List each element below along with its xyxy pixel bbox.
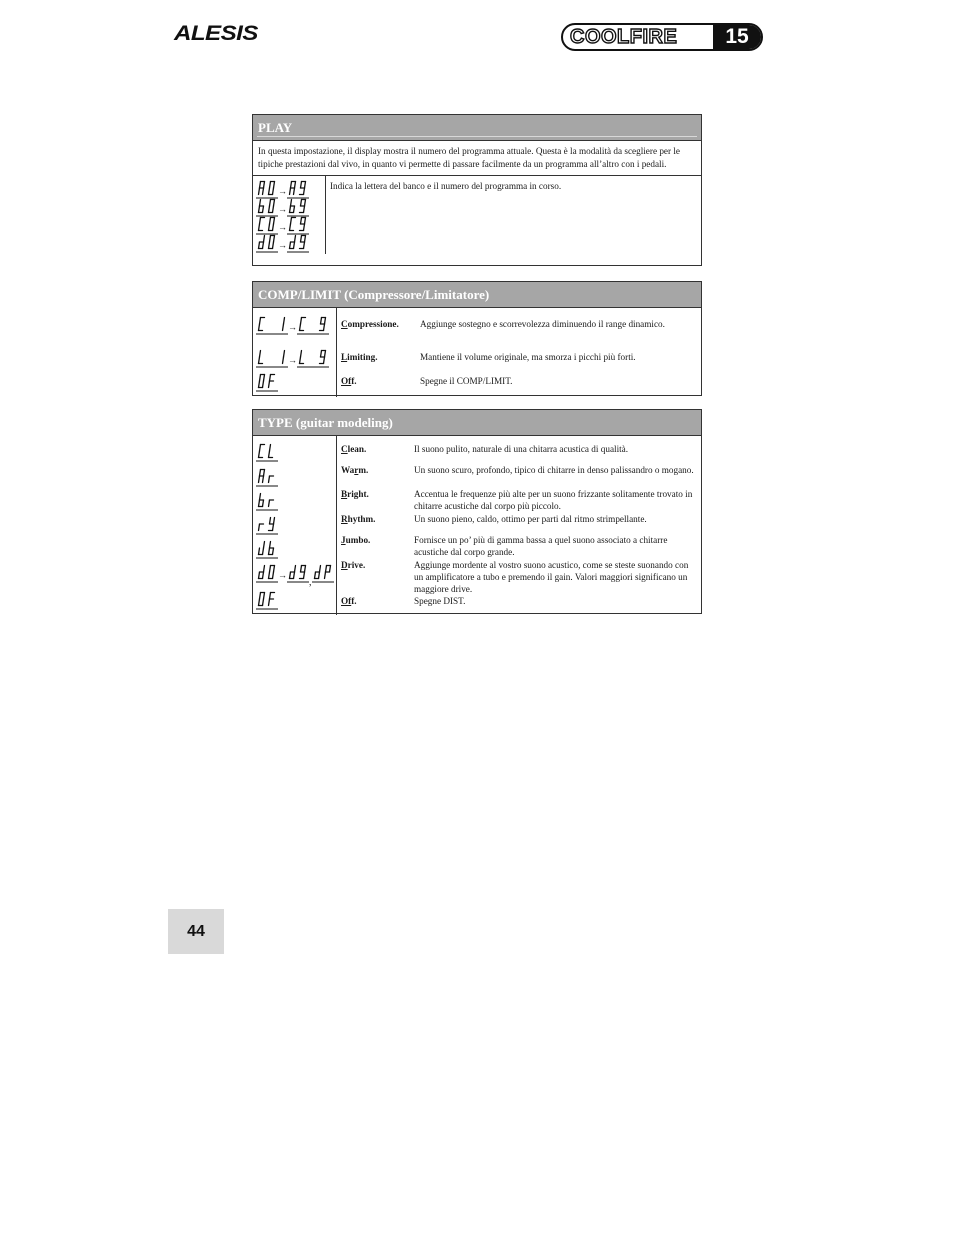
lcd-code-d0	[256, 563, 278, 588]
comp-option-desc: Spegne il COMP/LIMIT.	[420, 376, 513, 386]
type-option-label: Warm.	[341, 465, 369, 475]
comp-table	[252, 281, 702, 396]
lcd-code-dP	[312, 563, 334, 588]
alesis-logo: ALESIS	[174, 22, 258, 45]
lcd-code-Ar	[256, 467, 278, 492]
display-group	[256, 563, 334, 588]
comp-option-desc: Aggiunge sostegno e scorrevolezza diminuendo il range dinamico.	[420, 319, 665, 329]
type-title: TYPE (guitar modeling)	[258, 415, 393, 430]
lcd-display	[256, 491, 278, 511]
coolfire-logo-number: 15	[713, 25, 761, 49]
type-option-desc: Spegne DIST.	[414, 596, 466, 606]
type-table	[252, 409, 702, 614]
lcd-display	[287, 215, 309, 235]
lcd-code-C9	[297, 315, 329, 340]
arrow-icon: →	[278, 204, 287, 214]
type-option-desc: Aggiunge mordente al vostro suono acustico, come se steste suonando con un amplificatore a tubo e premendo il gain. Valori maggiori significano un maggiore drive.	[414, 560, 689, 594]
type-option-desc: Fornisce un po’ più di gamma bassa a quel suono associato a chitarre acustiche dal corpo grande.	[414, 535, 668, 557]
type-option-label: Bright.	[341, 489, 369, 499]
arrow-icon: →	[278, 240, 287, 250]
type-row	[253, 435, 701, 615]
type-option-desc: Accentua le frequenze più alte per un suono frizzante solitamente trovato in chitarre acustiche dal corpo più piccolo.	[414, 489, 693, 511]
display-group	[256, 590, 278, 615]
comp-option-desc: Mantiene il volume originale, ma smorza i picchi più forti.	[420, 352, 636, 362]
comp-row	[253, 307, 701, 397]
lcd-display	[297, 315, 329, 335]
lcd-display	[256, 539, 278, 559]
display-group	[256, 467, 278, 492]
page-number: 44	[168, 909, 224, 954]
lcd-display	[256, 563, 278, 583]
lcd-display	[256, 315, 288, 335]
lcd-code-0F	[256, 590, 278, 615]
lcd-display	[256, 348, 288, 368]
lcd-code-L9	[297, 348, 329, 373]
lcd-display	[256, 215, 278, 235]
lcd-code-rY	[256, 515, 278, 540]
comp-options	[337, 308, 701, 397]
comma-separator: ,	[309, 577, 312, 588]
lcd-display	[287, 197, 309, 217]
arrow-icon: →	[288, 355, 297, 365]
lcd-code-0F	[256, 372, 278, 397]
comp-title: COMP/LIMIT (Compressore/Limitatore)	[258, 287, 490, 302]
type-displays	[253, 436, 337, 615]
type-header	[253, 410, 701, 435]
comp-option-label: Compressione.	[341, 319, 399, 329]
arrow-icon: →	[278, 570, 287, 580]
type-option-label: Off.	[341, 596, 357, 606]
display-group	[256, 372, 278, 397]
lcd-code-L1	[256, 348, 288, 373]
comp-header	[253, 282, 701, 307]
lcd-display	[297, 348, 329, 368]
play-desc-cell	[326, 176, 701, 254]
play-table	[252, 114, 702, 266]
lcd-display	[256, 179, 278, 199]
play-desc: Indica la lettera del banco e il numero del programma in corso.	[330, 181, 562, 191]
play-displays	[253, 176, 326, 254]
type-option-label: Jumbo.	[341, 535, 371, 545]
lcd-code-CL	[256, 442, 278, 467]
comp-option-label: Limiting.	[341, 352, 378, 362]
comp-displays	[253, 308, 337, 397]
type-option-label: Drive.	[341, 560, 366, 570]
arrow-icon: →	[278, 222, 287, 232]
display-group	[256, 348, 329, 373]
type-option-label: Clean.	[341, 444, 367, 454]
lcd-display	[256, 442, 278, 462]
type-option-desc: Un suono scuro, profondo, tipico di chitarre in denso palissandro o mogano.	[414, 465, 694, 475]
lcd-display	[287, 233, 309, 253]
coolfire-logo	[561, 23, 763, 51]
lcd-display	[287, 563, 309, 583]
lcd-code-d9	[287, 233, 309, 258]
display-group	[256, 491, 278, 516]
lcd-code-d0	[256, 233, 278, 258]
type-option-desc: Un suono pieno, caldo, ottimo per parti dal ritmo strimpellante.	[414, 514, 647, 524]
type-option-label: Rhythm.	[341, 514, 376, 524]
lcd-display	[312, 563, 334, 583]
lcd-code-br	[256, 491, 278, 516]
type-option-desc: Il suono pulito, naturale di una chitarra acustica di qualità.	[414, 444, 629, 454]
lcd-display	[256, 233, 278, 253]
lcd-display	[287, 179, 309, 199]
display-group	[256, 442, 278, 467]
lcd-code-C1	[256, 315, 288, 340]
display-group	[256, 515, 278, 540]
lcd-code-d9	[287, 563, 309, 588]
display-group	[256, 233, 309, 258]
arrow-icon: →	[288, 322, 297, 332]
comp-option-label: Off.	[341, 376, 357, 386]
lcd-display	[256, 467, 278, 487]
lcd-display	[256, 372, 278, 392]
display-group	[256, 315, 329, 340]
lcd-display	[256, 197, 278, 217]
display-group	[256, 539, 278, 564]
lcd-display	[256, 590, 278, 610]
lcd-display	[256, 515, 278, 535]
coolfire-logo-word: COOLFIRE	[570, 26, 678, 48]
play-title: PLAY	[258, 120, 293, 135]
play-row	[253, 175, 701, 254]
type-options	[337, 436, 701, 615]
play-intro: In questa impostazione, il display mostra il numero del programma attuale. Questa è la modalità da scegliere per le tipiche prestazioni dal vivo, in quanto vi permette di passare facilmente da un programma all’altro con i pedali.	[253, 140, 701, 175]
arrow-icon: →	[278, 186, 287, 196]
play-header	[253, 115, 701, 140]
lcd-code-Jb	[256, 539, 278, 564]
